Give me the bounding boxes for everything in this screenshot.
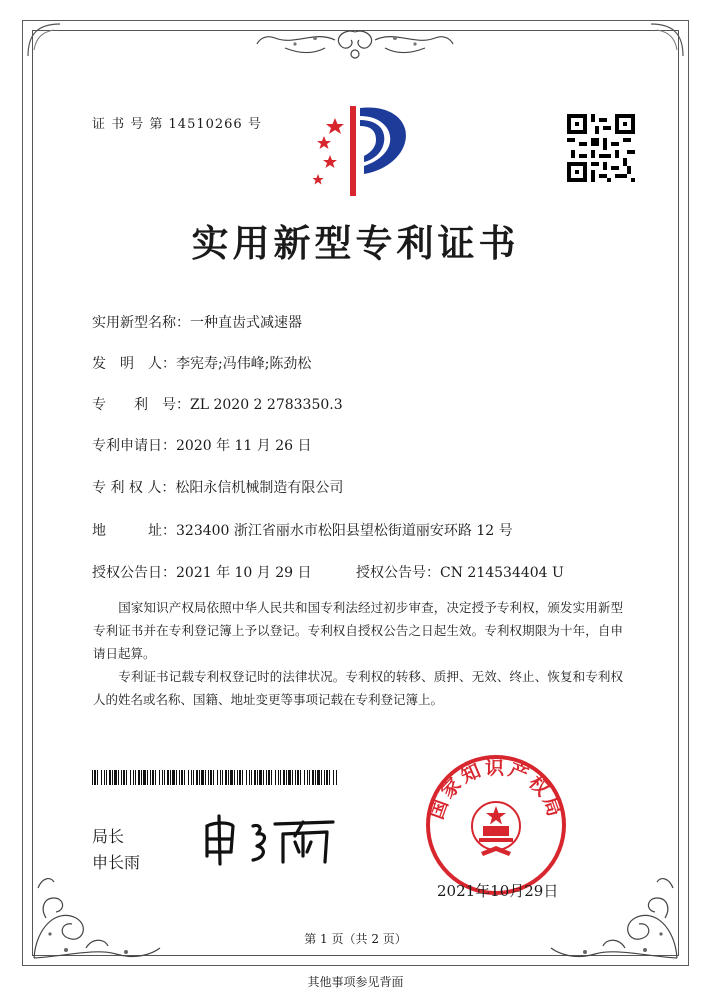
- field-filing-date: [92, 435, 312, 455]
- field-inventor: [92, 353, 311, 373]
- field-value: 李宪寿;冯伟峰;陈劲松: [176, 356, 312, 372]
- corner-ornament-icon: [647, 20, 687, 60]
- corner-ornament-icon: [24, 20, 64, 60]
- body-paragraph: 专利证书记载专利权登记时的法律状况。专利权的转移、质押、无效、终止、恢复和专利权人的姓名或名称、国籍、地址变更等事项记载在专利登记簿上。: [93, 669, 623, 707]
- handwritten-signature-icon: [195, 812, 345, 868]
- top-ornament-icon: [255, 26, 455, 68]
- field-utility-model-name: [92, 312, 302, 332]
- field-value: 2020 年 11 月 26 日: [176, 438, 312, 454]
- cnipa-logo-icon: [306, 100, 416, 200]
- field-grant-number: [356, 562, 564, 582]
- field-label: 授权公告日：: [92, 565, 176, 581]
- seal-date: 2021年10月29日: [437, 882, 559, 900]
- qr-code-icon[interactable]: [567, 114, 635, 182]
- field-label: 专 利 号：: [92, 397, 190, 413]
- field-value: 323400 浙江省丽水市松阳县望松街道丽安环路 12 号: [176, 523, 513, 539]
- signature-name: 申长雨: [92, 853, 141, 872]
- field-label: 专 利 权 人：: [92, 480, 176, 496]
- certificate-number: 证 书 号 第 14510266 号: [92, 117, 262, 132]
- barcode-icon: [92, 770, 339, 785]
- bottom-note: 其他事项参见背面: [307, 975, 404, 989]
- official-seal-icon: [423, 752, 569, 898]
- field-grant-date: [92, 562, 312, 582]
- field-label: 实用新型名称：: [92, 315, 190, 331]
- field-patent-number: [92, 394, 343, 414]
- field-value: CN 214534404 U: [440, 565, 564, 581]
- field-address: [92, 520, 513, 540]
- field-value: 一种直齿式减速器: [190, 315, 302, 331]
- field-label: 专利申请日：: [92, 438, 176, 454]
- field-value: ZL 2020 2 2783350.3: [190, 397, 343, 413]
- bottom-left-ornament-icon: [26, 858, 166, 966]
- field-value: 松阳永信机械制造有限公司: [175, 480, 344, 496]
- document-title: 实用新型专利证书: [191, 221, 520, 265]
- field-label: 地 址：: [92, 523, 176, 539]
- seal-text: 国家知识产权局: [425, 757, 567, 823]
- field-label: 发 明 人：: [92, 356, 176, 372]
- body-paragraph: 国家知识产权局依照中华人民共和国专利法经过初步审查，决定授予专利权，颁发实用新型专利证书并在专利登记簿上予以登记。专利权自授权公告之日起生效。专利权期限为十年，自申请日起算。: [93, 600, 623, 661]
- field-value: 2021 年 10 月 29 日: [176, 565, 312, 581]
- page-indicator: 第 1 页（共 2 页）: [304, 932, 407, 946]
- field-patentee: [92, 477, 343, 497]
- signature-role: 局长: [92, 827, 125, 846]
- field-label: 授权公告号：: [356, 565, 440, 581]
